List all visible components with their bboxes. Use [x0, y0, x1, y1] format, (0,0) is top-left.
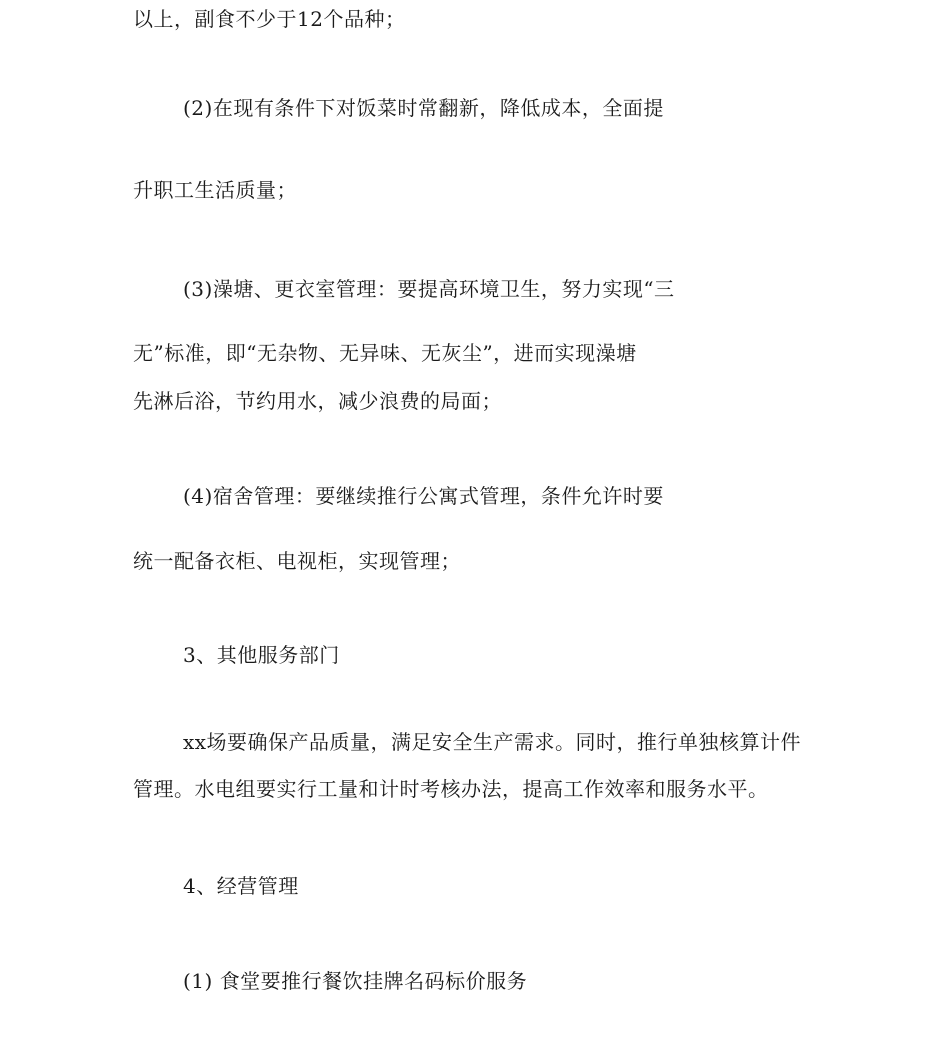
section-heading: 3、其他服务部门 — [183, 643, 340, 667]
paragraph-line: 管理。水电组要实行工量和计时考核办法，提高工作效率和服务水平。 — [133, 777, 769, 801]
paragraph-line: (1) 食堂要推行餐饮挂牌名码标价服务 — [183, 969, 528, 993]
paragraph-line: (2)在现有条件下对饭菜时常翻新，降低成本，全面提 — [183, 96, 664, 120]
paragraph-line: (4)宿舍管理：要继续推行公寓式管理，条件允许时要 — [183, 484, 664, 508]
section-heading: 4、经营管理 — [183, 874, 299, 898]
paragraph-line: 无”标准，即“无杂物、无异味、无灰尘”，进而实现澡塘 — [133, 341, 637, 365]
paragraph-line: 升职工生活质量； — [133, 178, 297, 202]
paragraph-line: (3)澡塘、更衣室管理：要提高环境卫生，努力实现“三 — [183, 277, 675, 301]
paragraph-line: 统一配备衣柜、电视柜，实现管理； — [133, 549, 461, 573]
paragraph-line: 以上，副食不少于12个品种； — [133, 7, 406, 31]
paragraph-line: 先淋后浴，节约用水，减少浪费的局面； — [133, 389, 502, 413]
paragraph-line: xx场要确保产品质量，满足安全生产需求。同时，推行单独核算计件 — [183, 730, 802, 754]
